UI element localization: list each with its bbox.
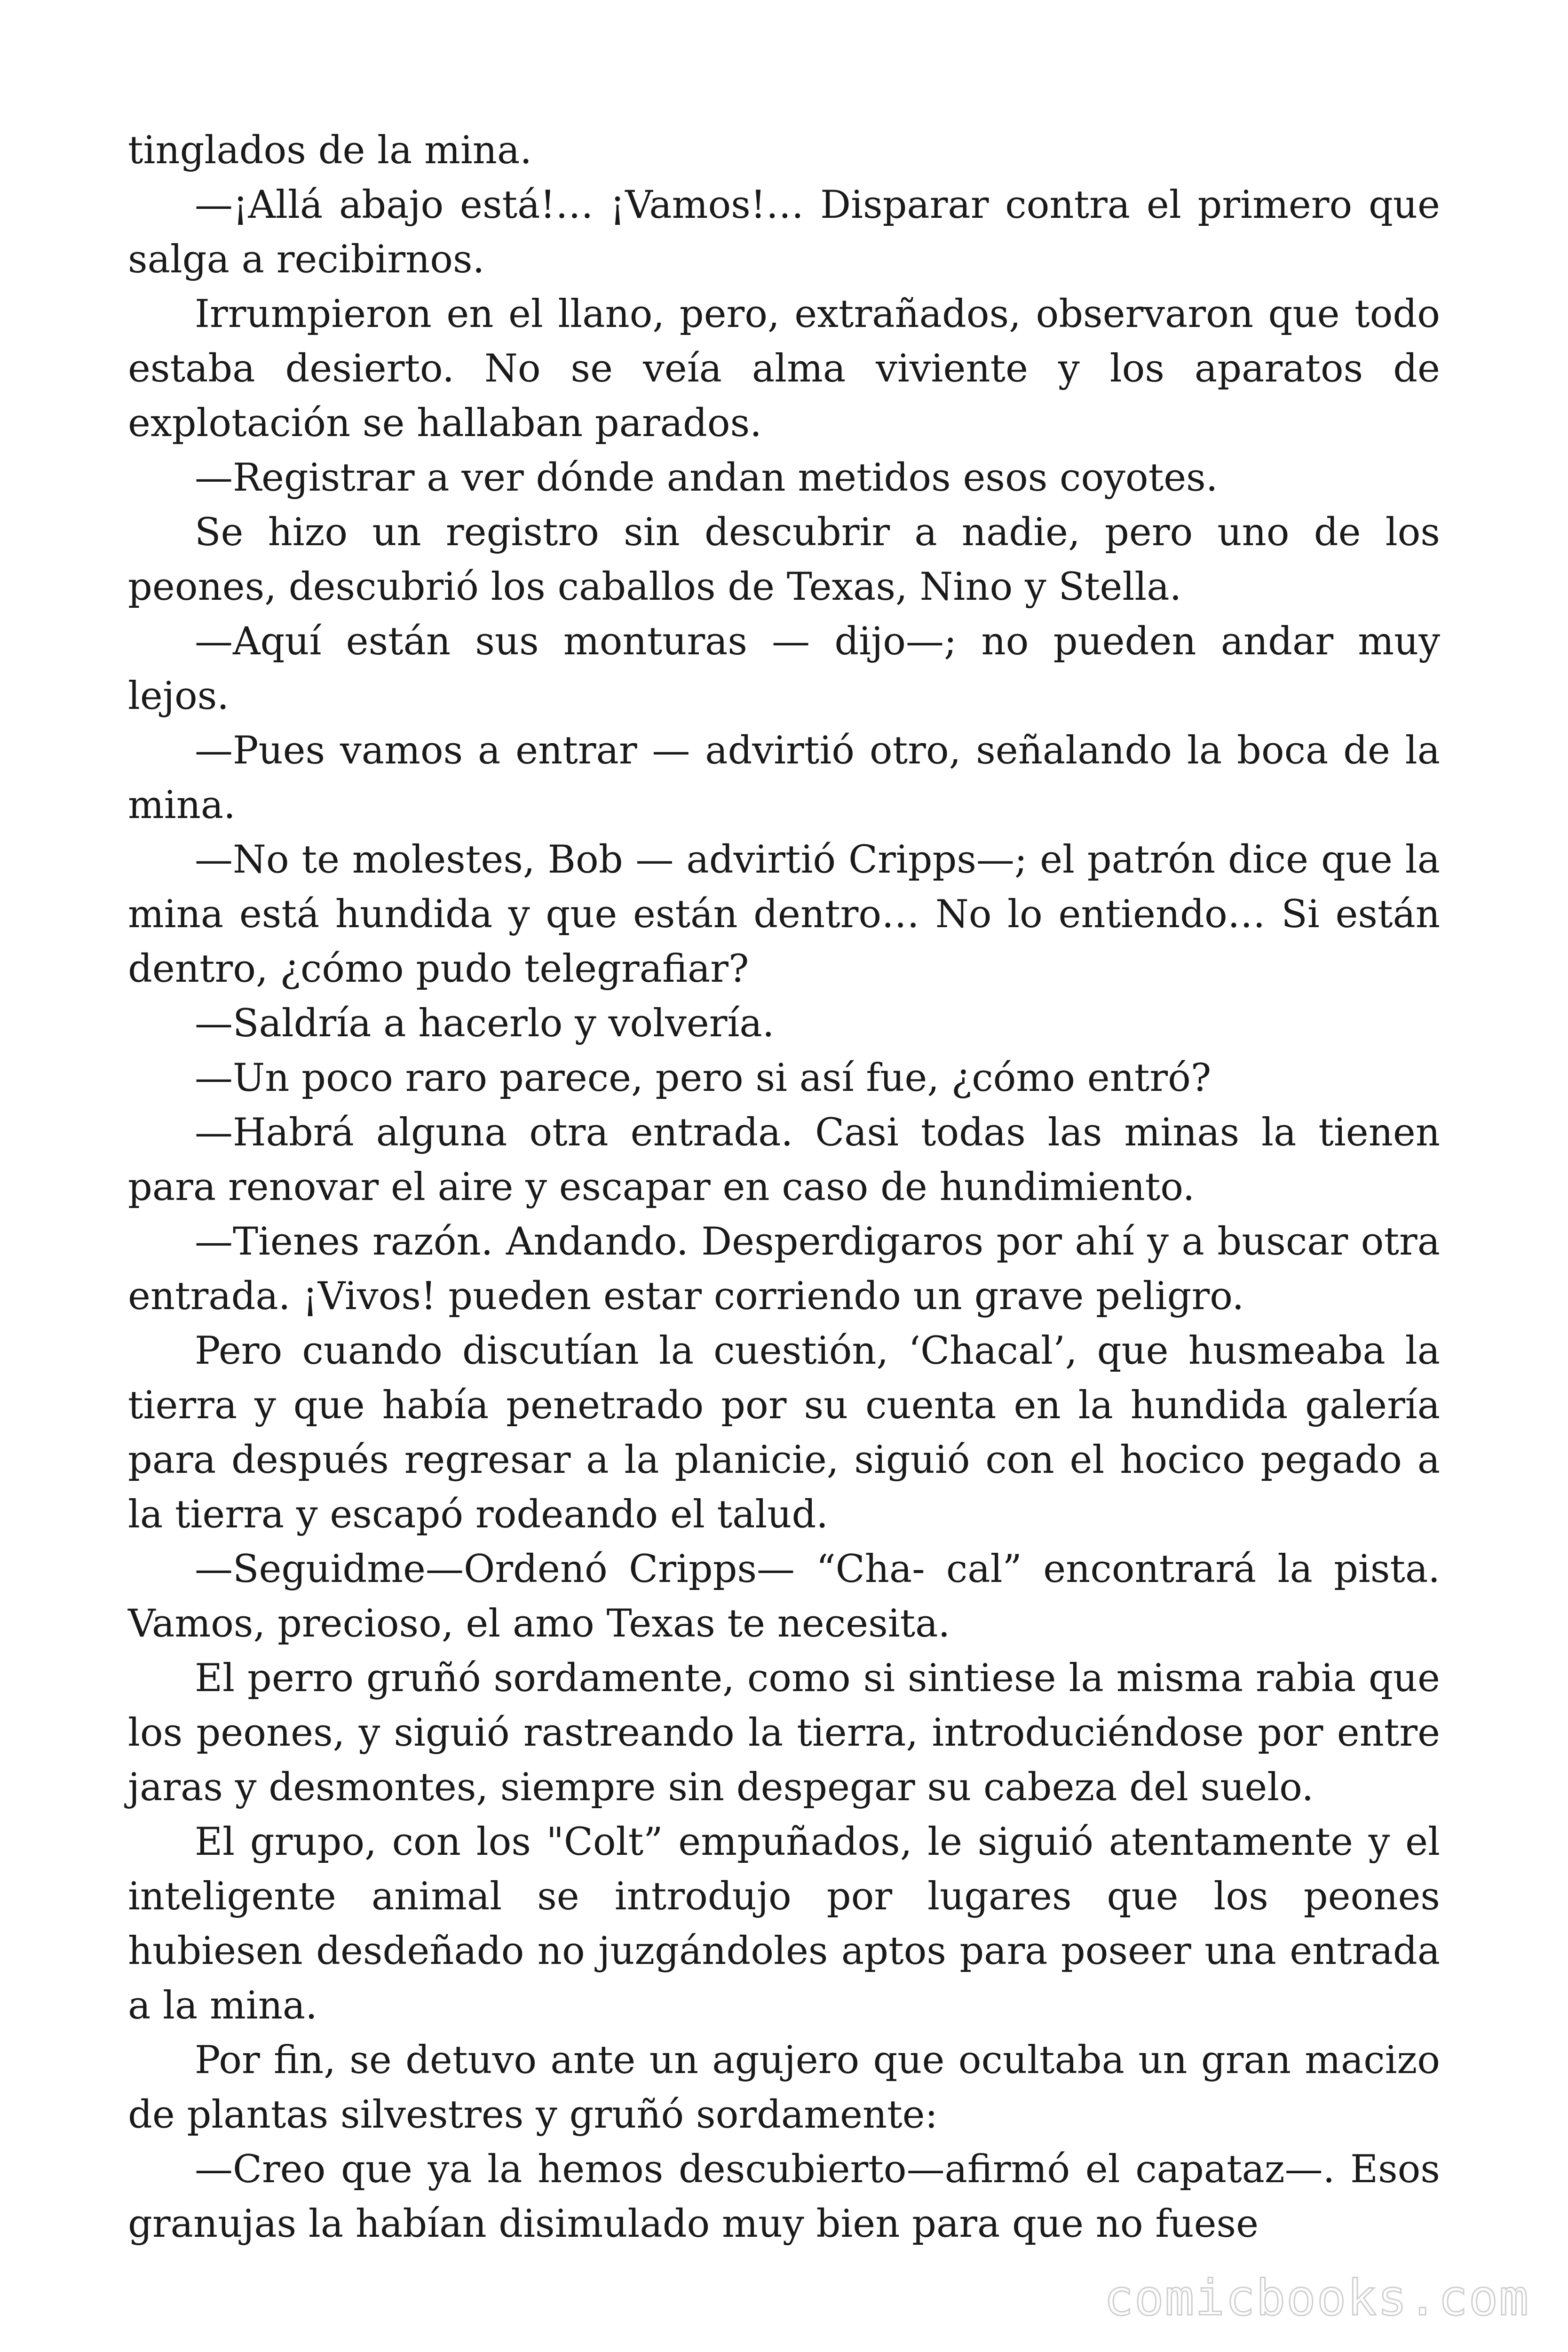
- paragraph: —Pues vamos a entrar — advirtió otro, señalando la boca de la mina.: [128, 729, 1440, 827]
- paragraph: Se hizo un registro sin descubrir a nadie, pero uno de los peones, descubrió los caballos de Texas, Nino y Stella.: [128, 510, 1440, 609]
- paragraph: —Un poco raro parece, pero si así fue, ¿cómo entró?: [195, 1056, 1212, 1100]
- paragraph: El perro gruñó sordamente, como si sintiese la misma rabia que los peones, y siguió rastreando la tierra, introduciéndose por entre jaras y desmontes, siempre sin despegar su cabeza del suelo.: [128, 1656, 1440, 1810]
- paragraph: —Creo que ya la hemos descubierto—afirmó el capataz—. Esos granujas la habían disimulado muy bien para que no fuese: [128, 2147, 1440, 2246]
- paragraph: —¡Allá abajo está!… ¡Vamos!… Disparar contra el primero que salga a recibirnos.: [128, 183, 1440, 282]
- watermark: comicbooks.com: [1104, 2269, 1529, 2327]
- paragraph: Pero cuando discutían la cuestión, ‘Chacal’, que husmeaba la tierra y que había penetrado por su cuenta en la hundida galería para después regresar a la planicie, siguió con el hocico pegado a la tierra y escapó rodeando el talud.: [128, 1329, 1440, 1537]
- paragraph: —Registrar a ver dónde andan metidos esos coyotes.: [195, 456, 1218, 500]
- paragraph: Irrumpieron en el llano, pero, extrañados, observaron que todo estaba desierto. No se veía alma viviente y los aparatos de explotación se hallaban parados.: [128, 292, 1440, 445]
- paragraph: —Aquí están sus monturas — dijo—; no pueden andar muy lejos.: [128, 620, 1440, 718]
- paragraph: —Habrá alguna otra entrada. Casi todas las minas la tienen para renovar el aire y escapar en caso de hundimiento.: [128, 1111, 1440, 1209]
- paragraph: Por fin, se detuvo ante un agujero que ocultaba un gran macizo de plantas silvestres y gruñó sordamente:: [128, 2038, 1440, 2137]
- paragraph: —No te molestes, Bob — advirtió Cripps—; el patrón dice que la mina está hundida y que están dentro… No lo entiendo… Si están dentro, ¿cómo pudo telegrafiar?: [128, 838, 1440, 991]
- page-body: [128, 123, 1440, 2251]
- paragraph: —Tienes razón. Andando. Desperdigaros por ahí y a buscar otra entrada. ¡Vivos! pueden estar corriendo un grave peligro.: [128, 1220, 1440, 1319]
- paragraph: El grupo, con los "Colt” empuñados, le siguió atentamente y el inteligente animal se introdujo por lugares que los peones hubiesen desdeñado no juzgándoles aptos para poseer una entrada a la mina.: [128, 1820, 1440, 2028]
- paragraph: —Saldría a hacerlo y volvería.: [195, 1001, 775, 1046]
- paragraph: —Seguidme—Ordenó Cripps— “Cha- cal” encontrará la pista. Vamos, precioso, el amo Texas te necesita.: [128, 1547, 1440, 1646]
- paragraph: tinglados de la mina.: [128, 128, 532, 173]
